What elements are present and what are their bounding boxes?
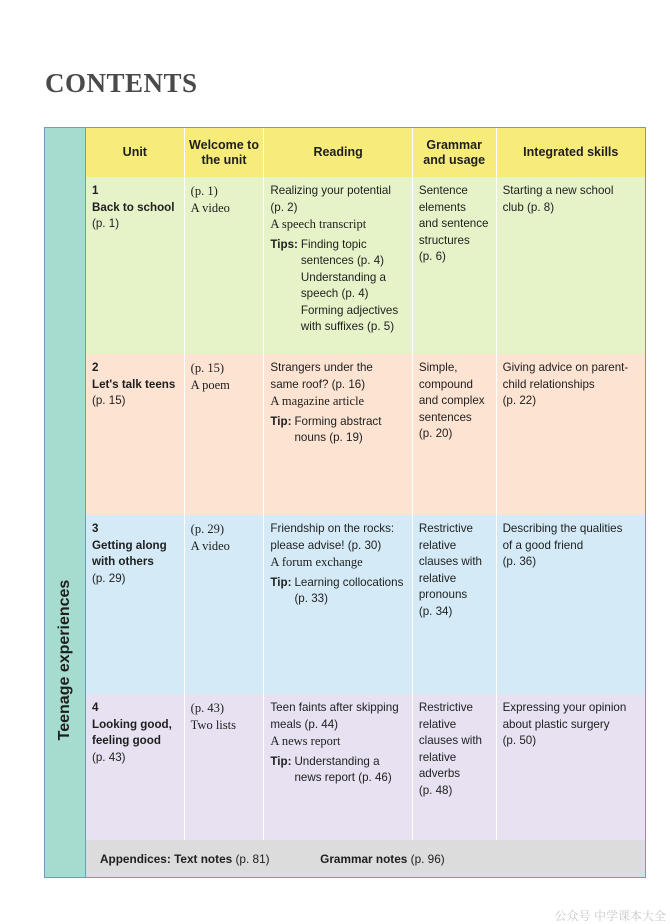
tip-item: Forming abstract	[294, 414, 382, 428]
grammar-notes-page: (p. 96)	[410, 851, 445, 866]
grammar-line: Restrictive	[418, 522, 473, 535]
header-grammar: Grammar and usage	[413, 128, 497, 177]
reading-cell	[264, 694, 412, 840]
grammar-line: (p. 6)	[418, 250, 446, 263]
grammar-line: and sentence	[418, 217, 489, 230]
grammar-line: relative	[418, 717, 457, 731]
tip-items	[294, 754, 391, 787]
reading-tips	[270, 414, 405, 447]
tip-label: Tip:	[270, 575, 292, 589]
unit-page: (p. 15)	[92, 394, 126, 407]
skills-cell	[497, 694, 645, 840]
unit-row-1	[86, 177, 645, 355]
reading-cell	[264, 177, 412, 354]
contents-table	[44, 127, 646, 878]
reading-cell	[264, 354, 412, 515]
grammar-line: relative	[418, 750, 457, 764]
header-welcome: Welcome to the unit	[185, 128, 265, 177]
unit-number: 4	[92, 701, 99, 714]
reading-type: A news report	[270, 734, 341, 748]
welcome-page: (p. 43)	[190, 701, 224, 715]
grammar-line: and complex	[418, 394, 485, 407]
reading-title: Teen faints after skipping	[270, 701, 399, 714]
tip-item: news report (p. 46)	[294, 771, 392, 784]
tip-item: nouns (p. 19)	[294, 431, 363, 444]
welcome-type: A video	[190, 538, 230, 553]
tip-item: Finding topic	[300, 237, 367, 251]
tip-item: (p. 33)	[294, 592, 328, 605]
grammar-line: clauses with	[418, 734, 482, 747]
tip-label: Tip:	[270, 414, 292, 428]
grammar-line: (p. 48)	[418, 783, 453, 797]
reading-title: Friendship on the rocks:	[270, 522, 395, 535]
skills-line: about plastic surgery	[502, 717, 610, 731]
watermark: 公众号 中学课本大全	[554, 909, 666, 923]
reading-tips	[270, 575, 405, 608]
unit-name: Back to school	[92, 200, 175, 214]
welcome-cell	[185, 515, 265, 694]
skills-line: of a good friend	[502, 538, 584, 552]
reading-title: Strangers under the	[270, 361, 373, 374]
skills-line: club (p. 8)	[502, 200, 555, 214]
welcome-page: (p. 15)	[190, 361, 224, 375]
reading-tips	[270, 754, 405, 787]
unit-number: 2	[92, 361, 99, 374]
reading-type: A forum exchange	[270, 555, 363, 569]
tip-label: Tips:	[270, 237, 298, 251]
tip-label: Tip:	[270, 754, 292, 768]
unit-row-4	[86, 694, 645, 841]
grammar-cell	[413, 354, 497, 515]
grammar-line: Restrictive	[418, 701, 473, 714]
unit-name: feeling good	[92, 734, 161, 747]
grammar-line: clauses with	[418, 555, 482, 568]
skills-line: (p. 22)	[502, 394, 537, 407]
reading-type: A magazine article	[270, 394, 365, 408]
unit-name: Looking good,	[92, 717, 172, 731]
skills-line: Describing the qualities	[502, 522, 623, 535]
unit-page: (p. 29)	[92, 571, 126, 585]
reading-title: please advise! (p. 30)	[270, 538, 382, 552]
unit-cell	[86, 694, 185, 840]
welcome-cell	[185, 354, 265, 515]
reading-title: meals (p. 44)	[270, 717, 339, 731]
skills-line: child relationships	[502, 377, 595, 391]
tip-item: Understanding a	[294, 754, 380, 768]
unit-number: 3	[92, 522, 99, 535]
reading-title: same roof? (p. 16)	[270, 377, 366, 391]
skills-line: Starting a new school	[502, 184, 614, 197]
grammar-notes-label: Grammar notes	[320, 851, 408, 866]
skills-line: Expressing your opinion	[502, 701, 627, 714]
tip-item: Forming adjectives	[300, 303, 399, 317]
welcome-type: A video	[190, 200, 230, 215]
page-title: CONTENTS	[45, 68, 198, 98]
grammar-line: relative	[418, 538, 457, 552]
skills-line: (p. 36)	[502, 555, 537, 568]
header-reading: Reading	[264, 128, 412, 177]
tip-items	[294, 414, 381, 447]
unit-name: with others	[92, 555, 154, 568]
skills-line: Giving advice on parent-	[502, 361, 629, 374]
reading-title: (p. 2)	[270, 200, 298, 214]
grammar-line: (p. 34)	[418, 604, 453, 618]
theme-label: Teenage experiences	[56, 579, 73, 741]
appendices-page: (p. 81)	[235, 851, 270, 866]
appendices-label: Appendices: Text notes	[100, 851, 233, 866]
reading-cell	[264, 515, 412, 694]
contents-grid	[86, 128, 645, 877]
unit-cell	[86, 177, 185, 354]
welcome-type: Two lists	[190, 717, 236, 732]
grammar-line: sentences	[418, 410, 472, 424]
theme-sidebar	[45, 128, 86, 877]
reading-tips	[270, 237, 405, 336]
grammar-cell	[413, 515, 497, 694]
unit-name: Let's talk teens	[92, 377, 176, 391]
unit-number: 1	[92, 184, 99, 197]
reading-type: A speech transcript	[270, 217, 367, 231]
grammar-line: relative	[418, 571, 457, 585]
reading-title: Realizing your potential	[270, 184, 391, 197]
unit-row-3	[86, 515, 645, 695]
grammar-line: pronouns	[418, 588, 468, 601]
welcome-page: (p. 1)	[190, 184, 218, 198]
header-skills: Integrated skills	[523, 145, 619, 159]
tip-item: speech (p. 4)	[300, 287, 369, 300]
skills-cell	[497, 177, 645, 354]
grammar-line: (p. 20)	[418, 427, 453, 440]
grammar-line: Simple,	[418, 361, 458, 374]
unit-cell	[86, 354, 185, 515]
unit-cell	[86, 515, 185, 694]
tip-item: sentences (p. 4)	[300, 254, 385, 267]
grammar-line: elements	[418, 200, 466, 214]
tip-item: with suffixes (p. 5)	[300, 320, 395, 333]
welcome-cell	[185, 177, 265, 354]
tip-items	[301, 237, 398, 336]
skills-cell	[497, 515, 645, 694]
grammar-line: compound	[418, 377, 473, 391]
header-row	[86, 128, 645, 178]
welcome-page: (p. 29)	[190, 522, 224, 536]
grammar-cell	[413, 694, 497, 840]
welcome-cell	[185, 694, 265, 840]
appendices-text	[86, 852, 445, 866]
header-unit: Unit	[86, 128, 185, 177]
unit-name: Getting along	[92, 538, 167, 552]
grammar-line: adverbs	[418, 767, 461, 780]
tip-item: Learning collocations	[294, 575, 404, 589]
tip-items	[294, 575, 403, 608]
grammar-line: structures	[418, 233, 470, 247]
unit-page: (p. 43)	[92, 750, 126, 764]
grammar-line: Sentence	[418, 184, 468, 197]
skills-cell	[497, 354, 645, 515]
appendices-footer	[86, 840, 645, 877]
unit-page: (p. 1)	[92, 217, 120, 230]
welcome-type: A poem	[190, 377, 230, 392]
tip-item: Understanding a	[300, 270, 386, 284]
unit-row-2	[86, 354, 645, 516]
skills-line: (p. 50)	[502, 734, 537, 747]
grammar-cell	[413, 177, 497, 354]
